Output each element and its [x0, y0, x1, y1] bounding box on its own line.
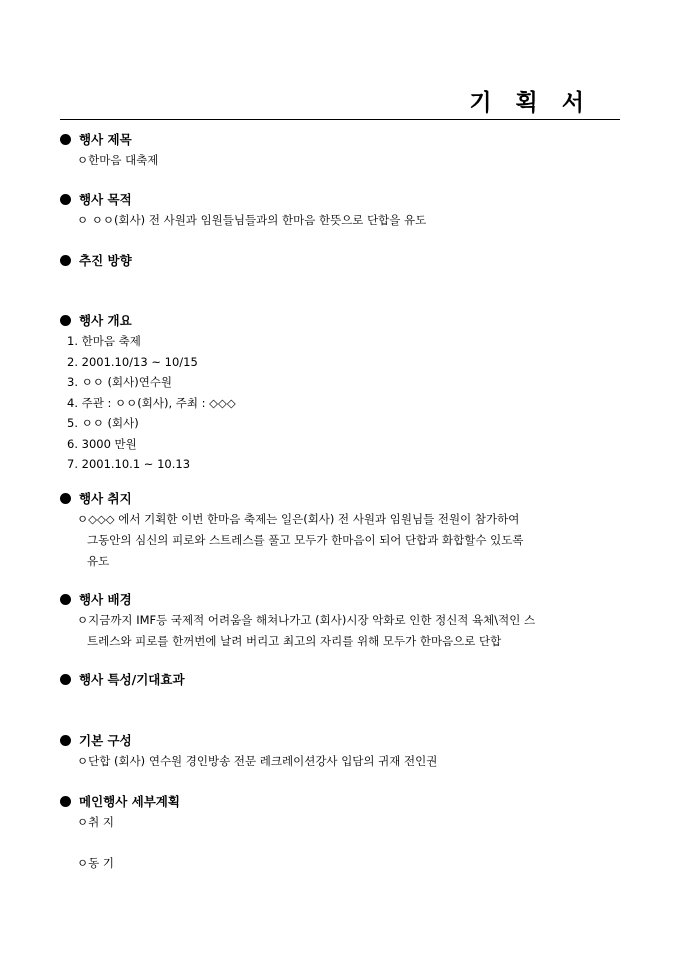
section-line: ㅇ취 지: [77, 815, 114, 829]
section-basic-composition: [60, 731, 625, 772]
overview-item: 4. 주관 : ㅇㅇ(회사), 주최 : ◇◇◇: [67, 395, 236, 410]
section-intent: [60, 489, 625, 572]
overview-item: 6. 3000 만원: [67, 436, 137, 451]
bullet-icon: [60, 493, 71, 504]
section-heading: 행사 배경: [79, 592, 132, 607]
overview-item: 1. 한마음 축제: [67, 334, 141, 348]
bullet-icon: [60, 735, 71, 746]
section-heading: 행사 취지: [79, 491, 132, 506]
section-line: ㅇ ㅇㅇ(회사) 전 사원과 임원들님들과의 한마음 한뜻으로 단합을 유도: [77, 213, 427, 227]
section-line: ㅇ한마음 대축제: [77, 153, 159, 167]
section-heading: 추진 방향: [79, 253, 132, 268]
section-overview: [60, 311, 625, 475]
document-title: 기 획 서: [469, 89, 592, 116]
section-line: ㅇ동 기: [77, 855, 114, 870]
paragraph-line: 유도: [87, 554, 110, 568]
bullet-icon: [60, 134, 71, 145]
paragraph-line: ㅇ◇◇◇ 에서 기획한 이번 한마음 축제는 일은(회사) 전 사원과 임원님들 전원이 참가하여: [77, 512, 520, 526]
bullet-icon: [60, 796, 71, 807]
section-heading: 행사 특성/기대효과: [79, 672, 185, 687]
section-background: [60, 590, 625, 652]
section-heading: 메인행사 세부계획: [79, 794, 180, 809]
section-event-purpose: [60, 190, 625, 231]
section-heading: 행사 개요: [79, 313, 132, 328]
overview-item: 5. ㅇㅇ (회사): [67, 416, 139, 430]
section-event-title: [60, 130, 625, 171]
section-features-effects: [60, 670, 625, 690]
background-paragraph: [60, 610, 625, 652]
paragraph-line: 그동안의 심신의 피로와 스트레스를 풀고 모두가 한마음이 되어 단합과 화합할수 있도록: [87, 533, 524, 547]
bullet-icon: [60, 255, 71, 266]
section-main-event-plan: [60, 792, 625, 873]
section-line: ㅇ단합 (회사) 연수원 경인방송 전문 레크레이션강사 입담의 귀재 전인권: [77, 754, 438, 768]
section-heading: 행사 제목: [79, 132, 132, 147]
title-underline: [60, 119, 620, 120]
bullet-icon: [60, 594, 71, 605]
section-heading: 기본 구성: [79, 733, 132, 748]
section-heading: 행사 목적: [79, 192, 132, 207]
section-direction: [60, 251, 625, 271]
bullet-icon: [60, 674, 71, 685]
paragraph-line: 트레스와 피로를 한꺼번에 날려 버리고 최고의 자리를 위해 모두가 한마음으로 단합: [87, 634, 502, 648]
overview-item: 3. ㅇㅇ (회사)연수원: [67, 375, 173, 389]
bullet-icon: [60, 315, 71, 326]
bullet-icon: [60, 194, 71, 205]
overview-item: 2. 2001.10/13 ~ 10/15: [67, 354, 198, 369]
paragraph-line: ㅇ지금까지 IMF등 국제적 어려움을 해쳐나가고 (회사)시장 악화로 인한 정신적 육체\적인 스: [77, 613, 536, 627]
overview-item: 7. 2001.10.1 ~ 10.13: [67, 457, 191, 471]
intent-paragraph: [60, 509, 625, 572]
